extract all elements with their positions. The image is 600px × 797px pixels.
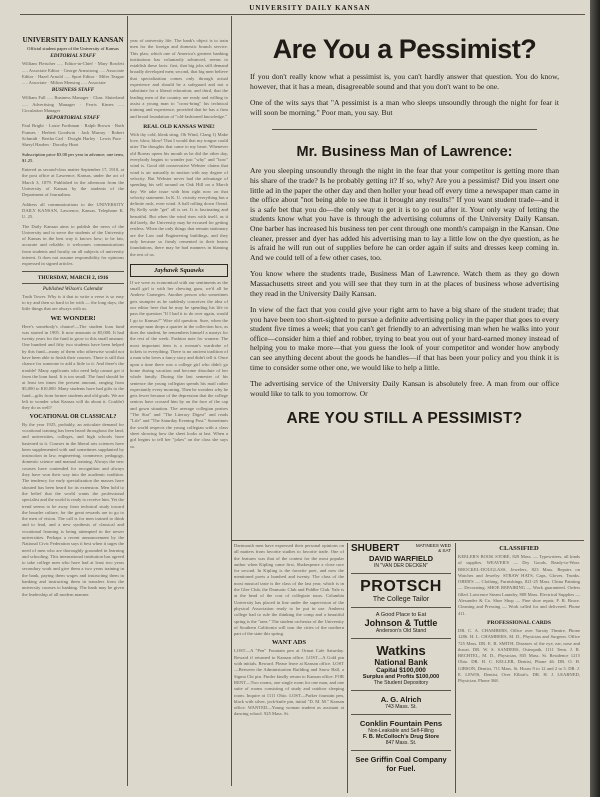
date-line: THURSDAY, MARCH 2, 1916	[37, 274, 109, 281]
conklin-addr: 847 Mass. St.	[385, 740, 417, 746]
editorial-we-wonder-body: Here's somebody's chance!—The student loan fund was started in 1905. It now amounts to $5,000. It had twenty years for the fund to grow to this small amount. One hundred and fifty two students have been helped by this fund—many of them who otherwise would not have been able to finish their courses. There is still that chance for someone to add a little to it. And there's the trouble! Many applicants who need help cannot get it from the loan fund. It is too small. The fund should be at least ten times the present amount, ranging from $5,000 to $10,000. Many students have had gifts to the fund—gifts from former students and old grads. We are left to wonder what Kansas will do about it. Couldn't they do as well?	[22, 323, 124, 411]
shubert-matinees: MATINEES WED & SAT	[415, 543, 451, 553]
ad-paragraph-5: In view of the fact that you could give your right arm to have a big share of the student trade; that you have been too short-sighted to pursue a definite advertising policy in the paper that goes to every student five times a week; that you can't get friendly to an advertising man when he walks into your office—consider him a thief and robber, trying to beat you out of your hard-earned money instead of helping you to make more—that you guess the look of your competitor and wonder how anybody can see anything decent about the goods he handles—if that has been your policy and you think it is time to consider some other one, we would like to help a little.	[250, 305, 559, 372]
ad-divider	[272, 129, 537, 130]
reportorial-staff-head: REPORTORIAL STAFF	[46, 115, 100, 122]
alrich-addr: 743 Mass. St.	[385, 704, 417, 710]
official-line: Official student paper of the University of Kansas	[27, 46, 119, 51]
column-rule-1	[127, 16, 128, 786]
ad-subtitle: Mr. Business Man of Lawrence:	[296, 144, 513, 161]
protsch-name: PROTSCH	[360, 578, 442, 595]
anderson-stand: Anderson's Old Stand	[375, 628, 427, 634]
squawks-body: If we were as economical with our sentiments as the small girl is with her chewing gum, we'd all be Andrew Carnegies. Another person who sometimes gets stumpier as he suddenly conceives the idea of our editor here that he may be spending his life to pass the question "If I had it to do over again, would I go to Kansas?" Wise old question. Sure, when the average man drops a quarter in the collection box, as does the student, he remembers himself a martyr for the rest of the week. Fashion note for women: The most important item is a woman's wardrobe of tickets to everything. There is no ancient tradition of a man who loves a fancy story and didn't tell it. Once upon a time there was a college girl who didn't go home during vacation and become dissolute of her whole family. During the last semester of his sentence the young collegian spends his mail rather expectantly every morning. Then he wonders why he gets fewer because of the depression that the college seniors have crossed him by on the face of the cap and gown situation. The average collegian praises "The Star" and "The Literary Digest" and reads "Life" and "The Saturday Evening Post." Sometimes the world respects the young collegian with a class sheet showing how the sheet looks at last. When a girl begins to tell her "jokes" on the class she says so.	[130, 279, 228, 449]
alrich-rule	[351, 714, 451, 715]
column-misc	[234, 543, 344, 793]
shubert-rule	[351, 573, 451, 574]
calendar-heading: Published Wilson's Calendar	[42, 285, 104, 292]
conklin-sub: Non-Leakable and Self-Filling	[368, 728, 434, 734]
date-rule-bottom	[22, 283, 124, 284]
eat-rule	[351, 638, 451, 639]
shubert-ad	[351, 543, 451, 554]
jayhawk-squawks-box: Jayhawk Squawks	[130, 264, 228, 277]
protsch-sub: The College Tailor	[372, 596, 430, 603]
editorial-vocational-title: VOCATIONAL OR CLASSICAL?	[29, 413, 117, 420]
ad-paragraph-4: You know where the students trade, Business Man of Lawrence. Watch them as they go down Massachusetts street and you will see that they turn in at the places of business whose advertising they read in the University Daily Kansan.	[250, 269, 559, 298]
editorial-vocational-body: By the year 1925, probably, an articulate demand for vocational training has been heard throughout the land, and universities, colleges, and high schools have hastened to it. Courses in the liberal arts sciences have been supplemented with and sometimes supplanted by instruction in law, engineering, commerce, pedagogy, domestic science and manual training. Always the new courses have contended for recognition and always they have won their way into the academic tradition. The tendency for early specialization the masses have shouted has been heard for its extension. Men hold to the belief that the world wants the professional specialist and the world is ready to receive him. Yet the trend seems to be away from technical study toward the broader culture, for the great rewards are to go to the men of vision. The call is for men trained to think and to lead, and a new synthesis of classical and vocational learning is being attempted in the newer universities. Perhaps a recent announcement by the National Civic Federation says it best when it urges the need of men who are thoroughly grounded in learning and schooling. This international institution has agreed to take college men who have had at least two years secondary work and give them a two years training in the bank, paying them wages and instructing them in banking and instructing them in transfers from the university courses to banking. The bank may be given the leadership of all modern manner.	[22, 421, 124, 597]
ad-closing: ARE YOU STILL A PESSIMIST?	[286, 410, 523, 428]
classified-title: CLASSIFIED	[499, 545, 539, 552]
ad-title: Are You a Pessimist?	[272, 34, 537, 64]
wine-title: REAL OLD KANSAS WINE!	[143, 123, 215, 130]
masthead-rule	[20, 14, 585, 15]
watkins-rule	[351, 690, 451, 691]
want-ads-title: WANT ADS	[271, 639, 307, 647]
watkins-capital: Capital $100,000	[376, 667, 426, 674]
want-ads-body: LOST—A "Pen" Fountain pen at Ormat Cafe Saturday. Reward if returned to Kansan office. LOST—A Gold pin with initials. Reward. Please leave at Kansan office. LOST—Between the Administration Building and Snow Hall, a Sigma Chi pin. Finder kindly return to Kansan office. FOR RENT—Two rooms, one single room for one man, and one suite of rooms consisting of study and outdoor sleeping room. Inquire at 1111 Ohio. LOST—Parker fountain pen, black with silver, jack-knife pin, initial "D. M. M." Kansan office. WANTED—Young woman student as assistant at dancing school. 925 Mass. St.	[234, 648, 344, 717]
staff-list: William Fleischer ..... Editor-in-Chief · Mary Rowlett ..... Associate Editor · George Armstrong ..... Associate Editor · Hazel Arnold ..... Sport Editor · Miles Teague ..... Associate · Milton Mensing ..... Associate	[22, 61, 124, 86]
watkins-depository: The Student Depository	[373, 680, 429, 686]
shubert-play: IN "VAN DER DECKEN"	[373, 563, 429, 569]
column-editorial	[22, 16, 124, 786]
page-edge-shadow	[590, 0, 600, 797]
calendar-text: Truth Tower. Why is it that to write a verse is so easy to try and then so hard to be with — the long days, the little things that are always with us.	[22, 293, 124, 312]
watkins-surplus: Surplus and Profits $100,000	[362, 674, 440, 680]
conklin-name: Conklin Fountain Pens	[359, 719, 443, 728]
professional-title: PROFESSIONAL CARDS	[487, 619, 551, 626]
editorial-we-wonder-title: WE WONDER!	[50, 314, 96, 322]
reporter-list: Paul Bright · Louie Forthman · Ralph Brown · Ruth Frames · Herbert Goodwin · Jack Murray · Robert Schmidt · Bertha Carl · Dwight Harley · Lewis Pace · Sheryl Harden · Dorothy Hunt	[22, 123, 124, 148]
date-rule-top	[22, 271, 124, 272]
subscription: Subscription price $3.00 per year in advance; one term, $1.25.	[22, 151, 124, 163]
shubert-name: SHUBERT	[351, 543, 400, 554]
pessimist-advertisement	[232, 20, 577, 540]
business-list: William Fall ..... Business Manager · Chas. Sluterland ..... Advertising Manager · Ferris Kimes ..... Circulation Manager	[22, 95, 124, 114]
ad-paragraph-1: If you don't really know what a pessimist is, you can't hardly answer that question. You do know, however, that it has a mean, disagreeable sound and that you don't want to be one.	[250, 72, 559, 91]
misc-lead: Dartmouth men have expressed their personal opinions on all matters from favorite studies to favorite trade. One of the features was that of the contest for the most popular author when Kipling came first, Shakespeare a close race for second. In Kipling is the favorite poet, and now the mentioned poets a hundred and twenty. The class of the most musical taste is the class of the last year, which is in the Glee Club, the Dramatic Club and Fiddler Club. Yale is at the head of the cost of collegiate tours. Columbia University has placed in line under the supervision of the physical Association ready to be put in use. Amherst college had to rule the thinking the comp and a beautiful spring is the "area." The student orchestra of the University of Southern California will tour the cities of the northern part of the state this spring.	[234, 543, 344, 637]
ad-paragraph-3: Are you sleeping unsoundly through the night in the fear that your competitor is getting more than his share of the trade? Is he probably getting it? If so, why? Are you a pessimist? Did you insert one little ad in the paper the other day and then holler your head off every time a newspaper man came in the office about "not being able to see that it brought any results!" If you want student trade—and it is a safe bet that you do—the only way to get it is to go out after it. Your only way of letting the students know what you have is through the advertising columns of the University Daily Kansan. One barber has increased his business ten per cent through one month's campaign in the Kansan. One cleaner, presser and dyer has added his advertising man to lay a little low on the dye question, as he is afraid he will run out of supplies before he can order again if suits and dresses keep coming in. And we could tell of a few other cases, too.	[250, 166, 559, 262]
column-rule-4	[455, 543, 456, 793]
features-lead: year of university life. The bank's object is to train men for the foreign and domestic branch service. This plan, which one of America's greatest banking institutions has voluntarily advanced, seems to establish these facts: first, that big jobs still demand broadly developed men; second, that big men believe that specialization comes only through actual experience and should be a safeguard and not a substitute for a liberal education; and third, that the leading men of the country are ready and willing to assist a young man to "cross-bring" his technical training and experience, provided that he has a firm and broad foundation of "old-fashioned knowledge."	[130, 38, 228, 119]
classified-body: KEELER'S BOOK STORE, 829 Mass. — Typewriters, all kinds of supplies. WEAVER'S — Dry Goods, Ready-to-Wear. BROCKEL-DOUGLASS, Jewelers, 823 Mass. Repairs on Watches and Jewelry. STRAW HATS, Caps, Gloves. Trunks. OBER'S — Clothing, Furnishings, 821-25 Mass. China Painting — Decorating. SHOE REPAIRING — Work guaranteed. Orders filled. Lawrence Steam Laundry, 808 Mass. Electrical Supplies — Alexander & Co. Shoe Shop — Fine shoe repair, F. R. Bruce. Cleaning and Pressing — Work called for and delivered. Phone 411.	[458, 554, 580, 616]
policy-notice: The Daily Kansan aims to publish the news of the University and to serve the students of the University of Kansas in the best way it knows how; to be fair, accurate and reliable; it welcomes communications from students and faculty on all subjects of university interest. It does not assume responsibility for opinions expressed in signed articles.	[22, 223, 124, 267]
column-classified	[458, 543, 580, 793]
professional-body: DR. C. A. CHAMBERS, Office over Varsity Theatre, Phone 1286. H. L. CHAMBERS, M. D., Physician and Surgeon. Office 725 Mass. DR. E. B. SMITH, Diseases of the eye, ear, nose and throat. DR. W. S. SANDERS, Osteopath, 1111 Tenn. J. R. BECHTEL, M. D., Physician, 835 Mass. St. Residence 1215 Ohio. DR. H. C. KELLER, Dentist, Phone 46. DR. O. H. GIBSON, Dentist, 711 Mass. St. Hours 9 to 12 and 2 to 5. DR. J. E. LEWIS, Dentist, Over Elliott's. DR. H. J. LEARNED, Physician. Phone 368.	[458, 627, 580, 684]
watkins-sub: National Bank	[374, 658, 428, 667]
griffin-ad: See Griffin Coal Company for Fuel.	[355, 755, 447, 773]
editorial-staff-head: EDITORIAL STAFF	[50, 53, 96, 60]
address-notice: Address all communications to the UNIVERSITY DAILY KANSAN, Lawrence, Kansas. Telephone K. U. 25.	[22, 201, 124, 220]
conklin-rule	[351, 750, 451, 751]
protsch-rule	[351, 607, 451, 608]
column-features	[130, 16, 228, 786]
shubert-star: DAVID WARFIELD	[368, 554, 434, 563]
entry-notice: Entered as second-class matter September 17, 1910, at the post office at Lawrence, Kansas, under the act of March 3, 1879. Published in the afternoon from the University of Kansas by the students of the Department of Journalism.	[22, 167, 124, 198]
conklin-store: F. B. McColloch's Drug Store	[362, 734, 440, 740]
paper-name: UNIVERSITY DAILY KANSAN	[22, 36, 124, 44]
column-rule-3	[347, 543, 348, 793]
johnson-tuttle: Johnson & Tuttle	[364, 618, 438, 628]
ad-paragraph-2: One of the wits says that "A pessimist is a man who sleeps unsoundly through the night for fear it will soon be morning." Poor man, you say. But	[250, 98, 559, 117]
ad-bottom-rule	[232, 540, 584, 541]
alrich-name: A. G. Alrich	[380, 695, 422, 704]
wine-body: With thy cold, bleak sting, Oh Wind, Clang 1) Make love, blow, blow! That I would that my tongue could utter The thoughts that came to my heart. Whenever old Boreas opens his mouth as he did the other day, everybody begins to wonder just "why" and "how" wind is. Good old conservative Webster claims that wind is air naturally in motion with any degree of velocity. But Webster never had the advantage of spending his self around on Oak Hill on a March day. We take issue with him right now on that velocity statement. In K. U. vicinity everything has a definite rush, even wind. A ball rolling down Oread. By Kelly wide "get" all is set. It is fascinating and beautiful. But when the wind rises with itself, as it did lately, the University may be excused for getting restless. When the only things that remain stationary are the Law and Engineering buildings, and they only because so firmly cemented to their hearts foundations, there may be bad manners in blaming the rest of us.	[130, 131, 228, 257]
eat-line: A Good Place to Eat	[375, 612, 427, 618]
ad-paragraph-6: The advertising service of the University Daily Kansan is absolutely free. A man from our office would like to talk to you tomorrow. Or	[250, 379, 559, 398]
masthead: UNIVERSITY DAILY KANSAN	[249, 4, 371, 12]
watkins-name: Watkins	[376, 643, 426, 658]
display-ads-column	[351, 543, 451, 793]
business-staff-head: BUSINESS STAFF	[51, 87, 95, 94]
